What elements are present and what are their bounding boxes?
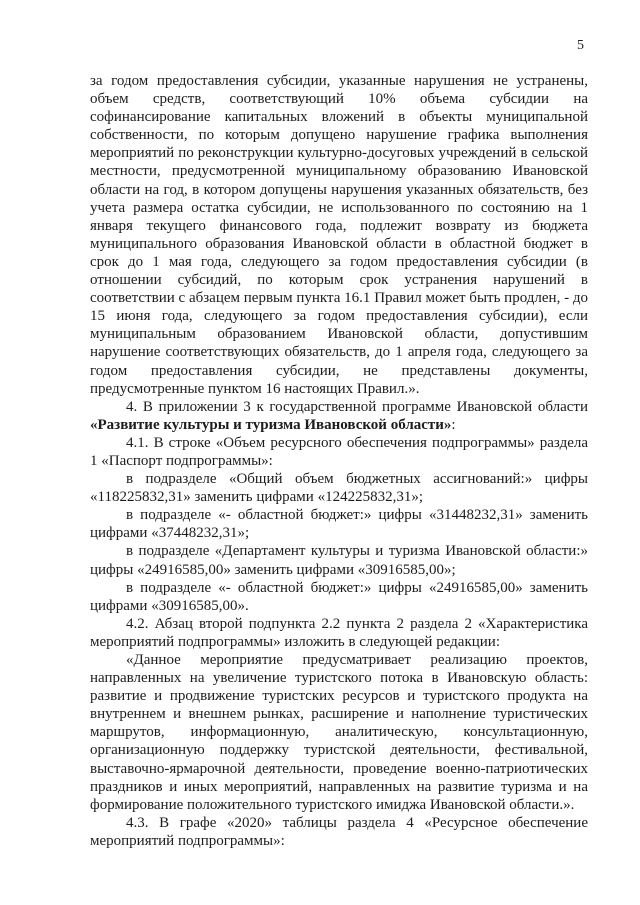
paragraph-item-4-1: 4.1. В строке «Объем ресурсного обеспечения подпрограммы» раздела 1 «Паспорт подпрограммы»: [90, 434, 588, 469]
page-number: 5 [577, 38, 584, 53]
paragraph-item-4-2: 4.2. Абзац второй подпункта 2.2 пункта 2 раздела 2 «Характеристика мероприятий подпрограммы» изложить в следующей редакции: [90, 615, 588, 650]
paragraph-new-wording: «Данное мероприятие предусматривает реализацию проектов, направленных на увеличение туристского потока в Ивановскую область: развитие и продвижение туристских ресурсов и туристского продукта на внутреннем и внешнем рынках, расширение и наполнение туристических маршрутов, информационную, аналитическую, консультационную, организационную поддержку туристской деятельности, фестивальной, выставочно-ярмарочной деятельности, проведение военно-патриотических праздников и иных мероприятий, направленных на развитие туризма и на формирование положительного туристского имиджа Ивановской области.». [90, 652, 588, 813]
paragraph-item-4 [90, 398, 588, 434]
document-body [90, 72, 588, 850]
paragraph-regional-budget: в подразделе «- областной бюджет:» цифры «31448232,31» заменить цифрами «37448232,31»; [90, 507, 588, 542]
paragraph-department-regional-budget: в подразделе «- областной бюджет:» цифры «24916585,00» заменить цифрами «30916585,00». [90, 579, 588, 614]
program-title: «Развитие культуры и туризма Ивановской области» [90, 416, 452, 433]
paragraph-item-4-3: 4.3. В графе «2020» таблицы раздела 4 «Ресурсное обеспечение мероприятий подпрограммы»: [90, 814, 588, 849]
paragraph-total-allocations: в подразделе «Общий объем бюджетных ассигнований:» цифры «118225832,31» заменить цифрами «124225832,31»; [90, 471, 588, 506]
paragraph-culture-department: в подразделе «Департамент культуры и туризма Ивановской области:» цифры «24916585,00» заменить цифрами «30916585,00»; [90, 543, 588, 578]
item-4-colon: : [451, 416, 456, 433]
item-4-text: 4. В приложении 3 к государственной программе Ивановской области [126, 398, 588, 415]
paragraph-subsidy-return: за годом предоставления субсидии, указанные нарушения не устранены, объем средств, соответствующий 10% объема субсидии на софинансирование капитальных вложений в объекты муниципальной собственности, по которым допущено нарушение графика выполнения мероприятий по реконструкции культурно-досуговых учреждений в сельской местности, предусмотренной муниципальному образованию Ивановской области на год, в котором допущены нарушения указанных обязательств, без учета размера остатка субсидии, не использованного по состоянию на 1 января текущего финансового года, подлежит возврату из бюджета муниципального образования Ивановской области в областной бюджет в срок до 1 мая года, следующего за годом предоставления субсидии (в отношении субсидий, по которым срок устранения нарушений в соответствии с абзацем первым пункта 16.1 Правил может быть продлен, - до 15 июня года, следующего за годом предоставления субсидии), если муниципальным образованием Ивановской области, допустившим нарушение соответствующих обязательств, до 1 апреля года, следующего за годом предоставления субсидии, не представлены документы, предусмотренные пунктом 16 настоящих Правил.». [90, 73, 588, 397]
